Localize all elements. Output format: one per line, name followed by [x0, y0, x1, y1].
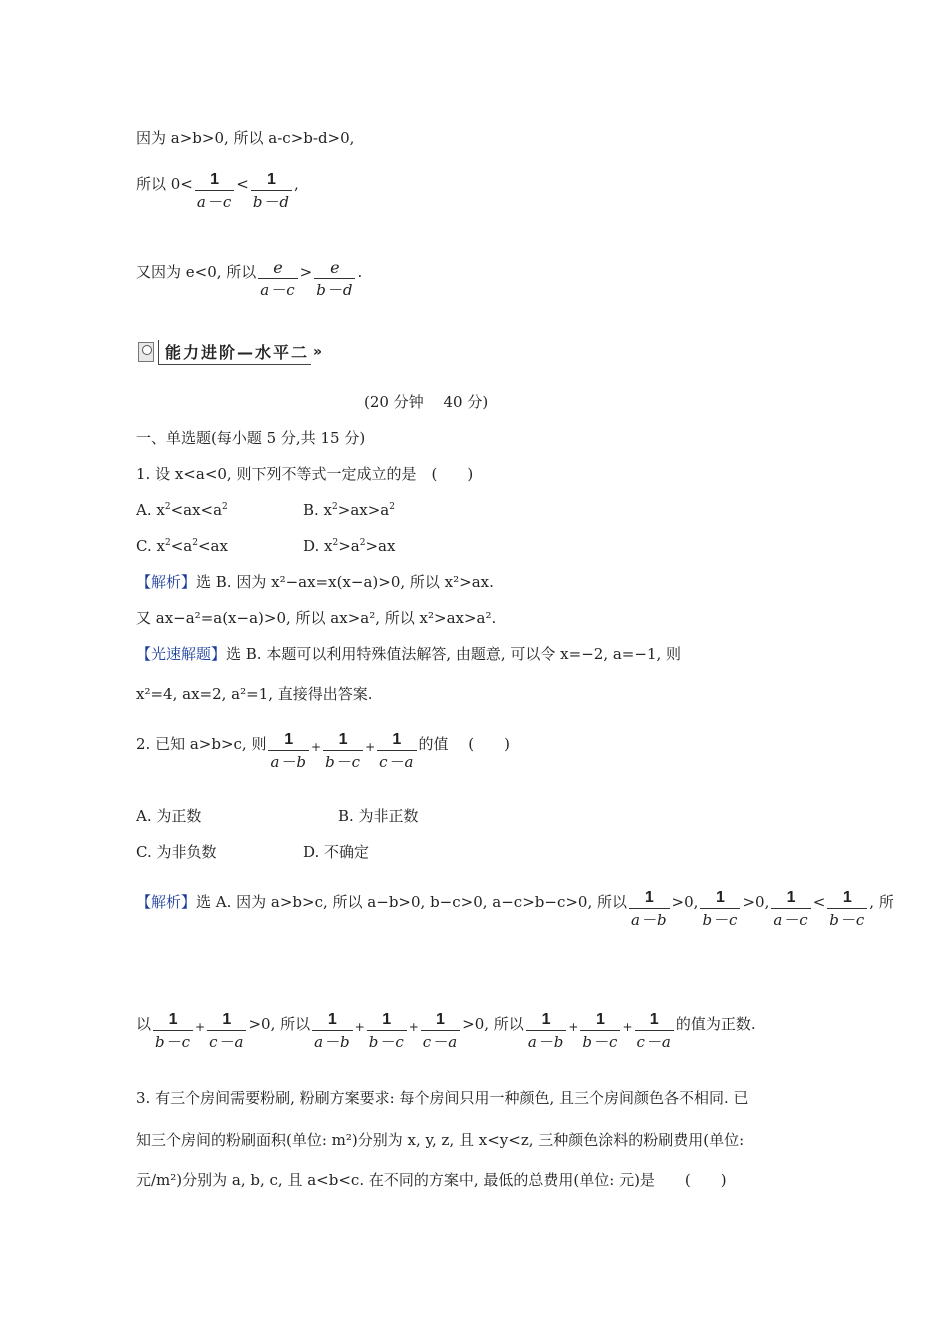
fraction: [580, 1010, 620, 1053]
fraction: [367, 1010, 407, 1053]
denominator: b－c: [155, 1033, 192, 1051]
denominator: c－a: [379, 753, 415, 771]
fraction: [526, 1010, 567, 1053]
fraction: [629, 888, 670, 931]
section-header: [138, 340, 324, 364]
numerator: 1: [268, 730, 309, 751]
denominator: b－d: [252, 193, 291, 211]
section-title: 能力进阶—水平二: [158, 340, 311, 365]
operator: >: [299, 263, 313, 281]
text: ,: [294, 175, 299, 193]
option-d: D. $x^2>a^2>ax$: [303, 537, 396, 555]
fast-solution-text: 选 B. 本题可以利用特殊值法解答, 由题意, 可以令 x=−2, a=−1, 则: [226, 645, 682, 663]
numerator: 1: [771, 888, 810, 909]
analysis-line: [136, 572, 494, 592]
fraction: [421, 1010, 460, 1053]
text: 又因为 e<0, 所以: [136, 263, 257, 281]
denominator: a－c: [196, 193, 233, 211]
text: >0, 所以: [248, 1015, 311, 1033]
text: 的值为正数.: [675, 1015, 756, 1033]
option-b: B. $x^2>ax>a^2$: [303, 501, 395, 519]
fraction-inequality-line: [136, 258, 362, 301]
fast-solution-tag: 【光速解题】: [136, 645, 227, 663]
numerator: e: [314, 258, 355, 279]
operator: +: [622, 1020, 633, 1034]
analysis-line: [136, 888, 894, 931]
question-3-line: 知三个房间的粉刷面积(单位: m²)分别为 x, y, z, 且 x<y<z, 三种颜色涂料的粉刷费用(单位:: [136, 1131, 745, 1149]
analysis-text: 选 B. 因为 x²−ax=x(x−a)>0, 所以 x²>ax.: [196, 573, 494, 591]
numerator: 1: [635, 1010, 674, 1031]
fraction: [207, 1010, 246, 1053]
double-arrow-icon: »: [313, 344, 325, 360]
text: >0,: [671, 893, 699, 911]
fraction: [268, 730, 309, 773]
text: 2. 已知 a>b>c, 则: [136, 735, 267, 753]
question-1-stem: 1. 设 x<a<0, 则下列不等式一定成立的是 ( ): [136, 465, 474, 483]
numerator: 1: [207, 1010, 246, 1031]
fraction: [635, 1010, 674, 1053]
question-3-line: 3. 有三个房间需要粉刷, 粉刷方案要求: 每个房间只用一种颜色, 且三个房间颜色各不相同. 已: [136, 1089, 749, 1107]
option-a: A. $x^2<ax<a^2$: [136, 501, 228, 519]
fraction: [312, 1010, 353, 1053]
operator: <: [236, 175, 249, 193]
lightbulb-icon: [138, 342, 154, 362]
time-info: (20 分钟 40 分): [364, 393, 489, 411]
part-heading: 一、单选题(每小题 5 分,共 15 分): [136, 429, 366, 447]
option-c: C. $x^2<a^2<ax$: [136, 537, 228, 555]
denominator: b－c: [325, 753, 362, 771]
operator: +: [568, 1020, 579, 1034]
denominator: a－c: [773, 911, 809, 929]
numerator: 1: [580, 1010, 620, 1031]
numerator: 1: [367, 1010, 407, 1031]
text: >0, 所以: [462, 1015, 524, 1033]
analysis-line: 又 ax−a²=a(x−a)>0, 所以 ax>a², 所以 x²>ax>a².: [136, 609, 497, 627]
fraction: [251, 170, 292, 213]
analysis-tag: 【解析】: [136, 893, 197, 911]
text: >0,: [742, 893, 770, 911]
fraction: [323, 730, 363, 773]
fraction-inequality-line: [136, 170, 299, 213]
operator: +: [354, 1020, 365, 1034]
option-c: C. 为非负数: [136, 843, 217, 861]
question-3-line: 元/m²)分别为 a, b, c, 且 a<b<c. 在不同的方案中, 最低的总费用(单位: 元)是 ( ): [136, 1171, 727, 1189]
fraction: [153, 1010, 193, 1053]
numerator: 1: [312, 1010, 353, 1031]
numerator: 1: [195, 170, 234, 191]
denominator: a－c: [260, 281, 296, 299]
operator: +: [311, 740, 322, 754]
denominator: b－d: [316, 281, 354, 299]
fraction: [700, 888, 740, 931]
option-a: A. 为正数: [136, 807, 202, 825]
fast-solution-line: [136, 644, 681, 664]
numerator: 1: [251, 170, 292, 191]
fraction: [827, 888, 867, 931]
fraction: [771, 888, 810, 931]
analysis-tag: 【解析】: [136, 573, 197, 591]
option-b: B. 为非正数: [338, 807, 419, 825]
numerator: 1: [526, 1010, 567, 1031]
solution-line: 因为 a>b>0, 所以 a-c>b-d>0,: [136, 129, 355, 147]
fast-solution-line: x²=4, ax=2, a²=1, 直接得出答案.: [136, 685, 373, 703]
operator: +: [365, 740, 376, 754]
text: 的值 ( ): [418, 735, 510, 753]
denominator: a－b: [270, 753, 308, 771]
numerator: 1: [700, 888, 740, 909]
denominator: c－a: [636, 1033, 672, 1051]
numerator: 1: [377, 730, 416, 751]
text: 所以 0<: [136, 175, 193, 193]
fraction: [377, 730, 416, 773]
option-d: D. 不确定: [303, 843, 370, 861]
denominator: b－c: [368, 1033, 405, 1051]
numerator: 1: [827, 888, 867, 909]
fraction: [195, 170, 234, 213]
denominator: b－c: [829, 911, 866, 929]
analysis-line: [136, 1010, 756, 1053]
question-2-stem: [136, 730, 510, 773]
denominator: b－c: [582, 1033, 619, 1051]
text: .: [357, 263, 363, 281]
analysis-text: [136, 888, 627, 912]
numerator: e: [258, 258, 297, 279]
fraction: [258, 258, 297, 301]
denominator: a－b: [314, 1033, 351, 1051]
numerator: 1: [421, 1010, 460, 1031]
fraction: [314, 258, 355, 301]
denominator: a－b: [631, 911, 668, 929]
operator: +: [195, 1020, 206, 1034]
denominator: c－a: [209, 1033, 245, 1051]
operator: <: [812, 893, 826, 911]
operator: +: [408, 1020, 419, 1034]
denominator: b－c: [702, 911, 739, 929]
text: 以: [136, 1015, 152, 1033]
denominator: a－b: [527, 1033, 565, 1051]
analysis-body: 选 A. 因为 a>b>c, 所以 a−b>0, b−c>0, a−c>b−c>0, 所以: [196, 893, 627, 911]
text: , 所: [869, 893, 894, 911]
denominator: c－a: [422, 1033, 459, 1051]
numerator: 1: [629, 888, 670, 909]
numerator: 1: [153, 1010, 193, 1031]
numerator: 1: [323, 730, 363, 751]
